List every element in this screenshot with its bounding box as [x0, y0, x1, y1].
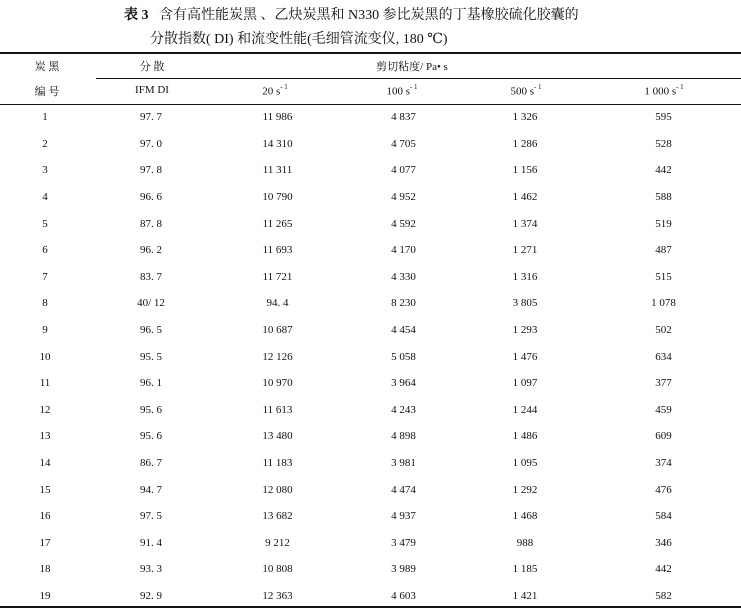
cell-viscosity-500: 1 156	[512, 164, 538, 177]
cell-ifm-di: 96. 5	[140, 324, 162, 337]
cell-viscosity-1000: 584	[655, 510, 672, 523]
cell-carbon-black-number: 2	[42, 137, 48, 150]
cell-viscosity-100: 4 170	[391, 244, 416, 257]
cell-ifm-di: 94. 7	[140, 483, 162, 496]
cell-viscosity-20: 10 808	[262, 563, 293, 576]
cell-viscosity-500: 1 286	[512, 137, 538, 150]
cell-viscosity-20: 13 682	[262, 510, 293, 523]
table-row	[0, 104, 741, 131]
cell-viscosity-20: 11 721	[262, 270, 293, 283]
cell-viscosity-100: 4 592	[391, 217, 416, 230]
cell-viscosity-1000: 515	[655, 270, 672, 283]
cell-viscosity-100: 4 330	[391, 270, 416, 283]
cell-viscosity-100: 5 058	[391, 350, 416, 363]
table-row	[0, 343, 741, 370]
cell-ifm-di: 91. 4	[140, 536, 162, 549]
header-number: 编 号	[34, 86, 60, 98]
cell-viscosity-100: 4 937	[391, 510, 416, 523]
header-rate-100: 100 $s^{- 1}$	[386, 83, 418, 98]
cell-viscosity-20: 13 480	[262, 430, 293, 443]
table-row	[0, 210, 741, 237]
cell-viscosity-100: 4 705	[391, 137, 416, 150]
cell-viscosity-100: 4 454	[391, 324, 416, 337]
cell-viscosity-100: 4 474	[391, 483, 416, 496]
cell-ifm-di: 97. 5	[140, 510, 162, 523]
cell-viscosity-1000: 442	[655, 164, 672, 177]
cell-viscosity-1000: 459	[655, 403, 672, 416]
table-row	[0, 237, 741, 264]
cell-viscosity-20: 12 126	[262, 350, 293, 363]
cell-viscosity-500: 3 805	[512, 297, 538, 310]
cell-viscosity-500: 1 292	[512, 483, 538, 496]
table-caption	[0, 4, 741, 52]
caption-line-1	[0, 4, 741, 28]
cell-viscosity-1000: 595	[655, 111, 672, 124]
group-rule	[96, 78, 741, 79]
table-row	[0, 264, 741, 291]
cell-viscosity-100: 3 479	[391, 536, 416, 549]
table-row	[0, 184, 741, 211]
cell-viscosity-500: 1 271	[512, 244, 538, 257]
cell-viscosity-20: 11 693	[262, 244, 293, 257]
cell-carbon-black-number: 4	[42, 191, 48, 204]
cell-carbon-black-number: 15	[39, 483, 51, 496]
cell-viscosity-100: 8 230	[391, 297, 416, 310]
cell-viscosity-1000: 519	[655, 217, 672, 230]
cell-ifm-di: 97. 0	[140, 137, 162, 150]
header-rate-1000: 1 000 $s^{- 1}$	[644, 83, 684, 98]
cell-carbon-black-number: 17	[39, 536, 51, 549]
cell-viscosity-1000: 502	[655, 324, 672, 337]
cell-viscosity-20: 94. 4	[266, 297, 289, 310]
cell-ifm-di: 95. 6	[140, 403, 162, 416]
cell-carbon-black-number: 18	[39, 563, 51, 576]
cell-viscosity-20: 14 310	[262, 137, 293, 150]
cell-viscosity-20: 11 183	[262, 457, 293, 470]
cell-carbon-black-number: 5	[42, 217, 48, 230]
cell-carbon-black-number: 10	[39, 350, 51, 363]
header-carbon-black: 炭 黑	[34, 61, 60, 73]
cell-carbon-black-number: 9	[42, 324, 48, 337]
cell-viscosity-500: 988	[516, 536, 534, 549]
cell-viscosity-1000: 476	[655, 483, 672, 496]
header-rate-500: 500 $s^{- 1}$	[510, 83, 542, 98]
cell-viscosity-20: 11 311	[262, 164, 293, 177]
cell-viscosity-1000: 377	[655, 377, 672, 390]
cell-viscosity-20: 10 790	[262, 191, 293, 204]
cell-viscosity-500: 1 095	[512, 457, 538, 470]
cell-viscosity-1000: 634	[655, 350, 672, 363]
cell-ifm-di: 40/ 12	[137, 297, 165, 310]
cell-carbon-black-number: 3	[42, 164, 48, 177]
cell-viscosity-20: 9 212	[265, 536, 290, 549]
cell-viscosity-500: 1 097	[512, 377, 538, 390]
table-row	[0, 157, 741, 184]
cell-ifm-di: 97. 8	[140, 164, 162, 177]
caption-text-2: 分散指数( DI) 和流变性能(毛细管流变仪, 180 ℃)	[150, 32, 448, 47]
table-row	[0, 290, 741, 317]
cell-viscosity-100: 4 898	[391, 430, 416, 443]
table-row	[0, 397, 741, 424]
cell-carbon-black-number: 14	[39, 457, 51, 470]
cell-carbon-black-number: 13	[39, 430, 51, 443]
cell-carbon-black-number: 12	[39, 403, 51, 416]
table-row	[0, 317, 741, 344]
cell-viscosity-1000: 487	[655, 244, 672, 257]
header-shear-viscosity: 剪切粘度/ Pa• s	[376, 61, 448, 73]
cell-viscosity-500: 1 316	[512, 270, 538, 283]
cell-viscosity-1000: 346	[655, 536, 672, 549]
cell-viscosity-100: 4 077	[391, 164, 416, 177]
cell-viscosity-500: 1 476	[512, 350, 538, 363]
table-row	[0, 423, 741, 450]
caption-text-1: 含有高性能炭黑 、乙炔炭黑和 N330 参比炭黑的丁基橡胶硫化胶囊的	[159, 8, 579, 23]
cell-viscosity-20: 12 080	[262, 483, 293, 496]
cell-ifm-di: 92. 9	[140, 589, 162, 602]
cell-ifm-di: 87. 8	[140, 217, 162, 230]
data-table	[0, 104, 741, 609]
table-row	[0, 370, 741, 397]
cell-viscosity-100: 3 964	[391, 377, 416, 390]
cell-viscosity-500: 1 486	[512, 430, 538, 443]
top-rule	[0, 52, 741, 54]
cell-carbon-black-number: 7	[42, 270, 48, 283]
table-row	[0, 450, 741, 477]
cell-viscosity-20: 10 687	[262, 324, 293, 337]
caption-line-2	[0, 28, 741, 52]
cell-ifm-di: 95. 6	[140, 430, 162, 443]
cell-ifm-di: 83. 7	[140, 270, 162, 283]
cell-viscosity-1000: 609	[655, 430, 672, 443]
cell-viscosity-1000: 374	[655, 457, 672, 470]
cell-viscosity-100: 4 837	[391, 111, 416, 124]
cell-viscosity-100: 4 243	[391, 403, 416, 416]
cell-viscosity-20: 11 265	[262, 217, 293, 230]
cell-viscosity-100: 4 603	[391, 589, 416, 602]
cell-viscosity-100: 4 952	[391, 191, 416, 204]
cell-ifm-di: 86. 7	[140, 457, 162, 470]
cell-viscosity-20: 11 613	[262, 403, 293, 416]
cell-ifm-di: 95. 5	[140, 350, 162, 363]
cell-viscosity-500: 1 293	[512, 324, 538, 337]
cell-carbon-black-number: 8	[42, 297, 48, 310]
cell-ifm-di: 96. 2	[140, 244, 162, 257]
table-row	[0, 556, 741, 583]
header-dispersion: 分 散	[139, 61, 165, 73]
cell-viscosity-1000: 528	[655, 137, 672, 150]
table-row	[0, 503, 741, 530]
cell-viscosity-100: 3 981	[391, 457, 416, 470]
cell-ifm-di: 93. 3	[140, 563, 162, 576]
table-row	[0, 530, 741, 557]
bottom-rule	[0, 606, 741, 608]
cell-viscosity-20: 11 986	[262, 111, 293, 124]
cell-viscosity-100: 3 989	[391, 563, 416, 576]
cell-ifm-di: 96. 1	[140, 377, 162, 390]
cell-viscosity-500: 1 244	[512, 403, 538, 416]
cell-carbon-black-number: 16	[39, 510, 51, 523]
table-row	[0, 476, 741, 503]
cell-carbon-black-number: 19	[39, 589, 51, 602]
cell-carbon-black-number: 1	[42, 111, 48, 124]
cell-ifm-di: 96. 6	[140, 191, 162, 204]
cell-viscosity-1000: 1 078	[651, 297, 676, 310]
cell-ifm-di: 97. 7	[140, 111, 162, 124]
cell-viscosity-500: 1 185	[512, 563, 538, 576]
cell-viscosity-500: 1 421	[512, 589, 538, 602]
cell-viscosity-500: 1 468	[512, 510, 538, 523]
cell-viscosity-1000: 582	[655, 589, 672, 602]
cell-carbon-black-number: 6	[42, 244, 48, 257]
cell-viscosity-500: 1 326	[512, 111, 538, 124]
cell-viscosity-20: 10 970	[262, 377, 293, 390]
cell-viscosity-500: 1 374	[512, 217, 538, 230]
header-ifm-di: IFM DI	[135, 84, 169, 96]
header-rate-20: 20 $s^{- 1}$	[262, 83, 288, 98]
cell-viscosity-20: 12 363	[262, 589, 293, 602]
table-row	[0, 131, 741, 158]
cell-carbon-black-number: 11	[39, 377, 51, 390]
table-body	[0, 104, 741, 609]
cell-viscosity-500: 1 462	[512, 191, 538, 204]
cell-viscosity-1000: 588	[655, 191, 672, 204]
cell-viscosity-1000: 442	[655, 563, 672, 576]
table-label: 表 3	[124, 8, 149, 23]
